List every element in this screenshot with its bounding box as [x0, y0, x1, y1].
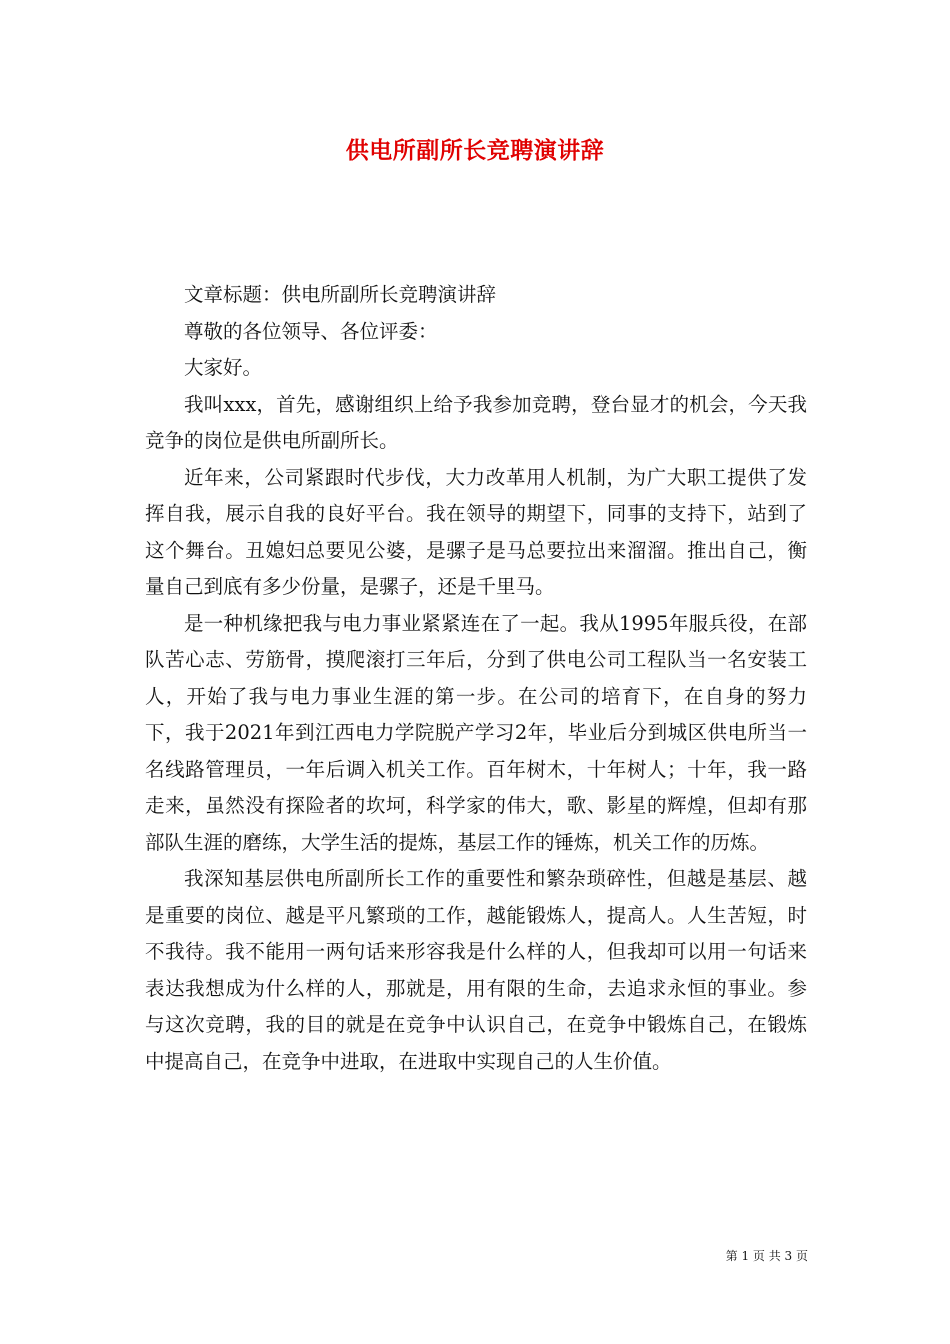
document-body: [145, 277, 807, 1080]
paragraph-article-title: 文章标题：供电所副所长竞聘演讲辞: [184, 283, 497, 306]
paragraph-career: 是一种机缘把我与电力事业紧紧连在了一起。我从1995年服兵役，在部队苦心志、劳筋骨，摸爬滚打三年后，分到了供电公司工程队当一名安装工人，开始了我与电力事业生涯的第一步。在公司的培育下，在自身的努力下，我于2021年到江西电力学院脱产学习2年，毕业后分到城区供电所当一名线路管理员，一年后调入机关工作。百年树木，十年树人；十年，我一路走来，虽然没有探险者的坎坷，科学家的伟大，歌、影星的辉煌，但却有那部队生涯的磨练，大学生活的提炼，基层工作的锤炼，机关工作的历炼。: [145, 611, 807, 854]
paragraph-background: 近年来，公司紧跟时代步伐，大力改革用人机制，为广大职工提供了发挥自我，展示自我的良好平台。我在领导的期望下，同事的支持下，站到了这个舞台。丑媳妇总要见公婆，是骡子是马总要拉出来溜溜。推出自己，衡量自己到底有多少份量，是骡子，还是千里马。: [145, 465, 807, 598]
paragraph-salutation: 尊敬的各位领导、各位评委：: [184, 319, 438, 343]
page-number: 第 1 页 共 3 页: [725, 1249, 808, 1263]
paragraph-motivation: 我深知基层供电所副所长工作的重要性和繁杂琐碎性，但越是基层、越是重要的岗位、越是平凡繁琐的工作，越能锻炼人，提高人。人生苦短，时不我待。我不能用一两句话来形容我是什么样的人，但我却可以用一句话来表达我想成为什么样的人，那就是，用有限的生命，去追求永恒的事业。参与这次竞聘，我的目的就是在竞争中认识自己，在竞争中锻炼自己，在锻炼中提高自己，在竞争中进取，在进取中实现自己的人生价值。: [145, 867, 807, 1073]
page-title: 供电所副所长竞聘演讲辞: [345, 137, 605, 164]
paragraph-introduction: 我叫xxx，首先，感谢组织上给予我参加竞聘，登台显才的机会，今天我竞争的岗位是供电所副所长。: [145, 392, 807, 452]
paragraph-greeting: 大家好。: [184, 356, 263, 379]
